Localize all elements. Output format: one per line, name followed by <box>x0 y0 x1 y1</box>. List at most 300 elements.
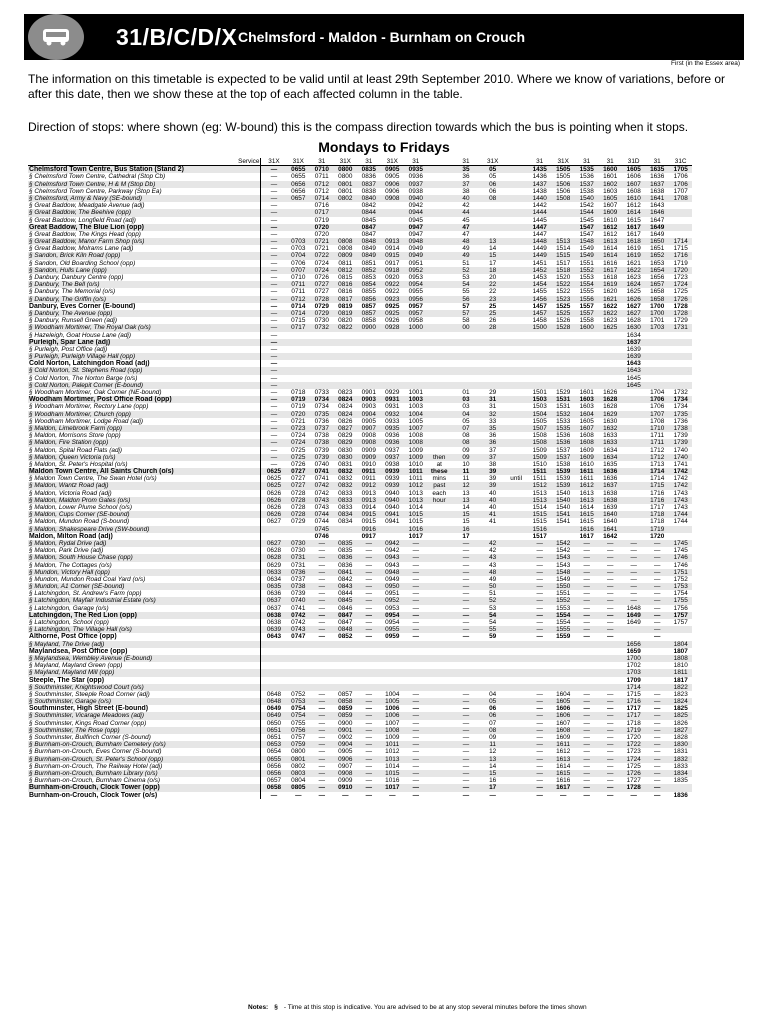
frequency-note <box>428 583 452 590</box>
departure-time: — <box>462 604 470 612</box>
departure-time: 1539 <box>556 475 571 483</box>
departure-time <box>334 332 358 339</box>
departure-time: 0743 <box>314 504 329 512</box>
departure-time: 0739 <box>314 446 329 454</box>
departure-time: 1727 <box>626 777 641 785</box>
service-number: 31 <box>528 158 552 166</box>
departure-time <box>261 677 287 684</box>
departure-time: 55 <box>462 288 470 296</box>
departure-time <box>528 332 552 339</box>
departure-time: — <box>462 748 470 756</box>
until-note <box>504 224 528 231</box>
departure-time: 0733 <box>314 389 329 397</box>
departure-time: 1623 <box>603 317 618 325</box>
departure-time: 1617 <box>622 224 646 231</box>
departure-time: 0904 <box>357 411 381 418</box>
until-note <box>504 734 528 741</box>
departure-time <box>528 669 552 676</box>
departure-time: 1638 <box>650 187 665 195</box>
departure-time: — <box>536 547 543 555</box>
timetable-row <box>28 669 740 676</box>
departure-time: — <box>318 777 325 785</box>
departure-time: 1007 <box>385 719 400 727</box>
departure-time <box>261 669 287 676</box>
departure-time: — <box>536 734 543 742</box>
departure-time <box>669 626 693 633</box>
departure-time <box>381 209 405 216</box>
departure-time <box>551 217 575 224</box>
departure-time: — <box>318 690 325 698</box>
departure-time: 42 <box>462 202 470 210</box>
departure-time <box>381 202 405 209</box>
departure-time <box>575 669 599 676</box>
departure-time <box>404 332 428 339</box>
departure-time: 1628 <box>626 317 641 325</box>
stop-name: Maylandsea, Post Office (opp) <box>29 647 128 655</box>
departure-time: — <box>261 217 287 224</box>
departure-time: 1614 <box>622 209 646 216</box>
departure-time: — <box>412 777 419 785</box>
departure-time: 0943 <box>381 554 405 561</box>
departure-time: 0834 <box>338 518 353 526</box>
departure-time: 08 <box>481 727 505 734</box>
departure-time: 0703 <box>291 245 306 253</box>
departure-time: — <box>598 554 622 561</box>
timetable-row <box>28 403 740 410</box>
departure-time: 1706 <box>650 403 665 411</box>
frequency-note <box>428 605 452 612</box>
frequency-note: these <box>428 468 452 475</box>
departure-time <box>575 360 599 367</box>
departure-time: — <box>645 784 669 791</box>
departure-time <box>481 641 505 648</box>
timetable-row <box>28 224 740 231</box>
service-number: 31 <box>598 158 622 166</box>
departure-time: 1636 <box>598 468 622 475</box>
departure-time: 0940 <box>404 195 428 202</box>
departure-time: — <box>261 332 287 339</box>
departure-time: 1609 <box>556 734 571 742</box>
departure-time: 1442 <box>532 202 547 210</box>
departure-time <box>287 669 311 676</box>
departure-time <box>381 526 405 533</box>
departure-time: — <box>365 791 372 799</box>
until-note <box>504 317 528 324</box>
departure-time: 0721 <box>291 417 306 425</box>
departure-time: 0805 <box>287 784 311 791</box>
departure-time: — <box>575 612 599 619</box>
departure-time: 1743 <box>673 504 688 512</box>
departure-time <box>551 339 575 346</box>
timetable-row <box>28 281 740 288</box>
departure-time: 0824 <box>334 396 358 403</box>
departure-time: — <box>310 712 334 719</box>
departure-time: 0753 <box>287 698 311 705</box>
departure-time: — <box>536 619 543 627</box>
departure-time: 0836 <box>334 554 358 561</box>
departure-time: 0638 <box>261 619 287 626</box>
departure-time: 1547 <box>579 230 594 238</box>
departure-time: 0935 <box>404 166 428 174</box>
departure-time: 0907 <box>357 425 381 432</box>
departure-time: 1639 <box>603 504 618 512</box>
until-note <box>504 310 528 317</box>
departure-time: 1702 <box>626 662 641 670</box>
departure-time <box>528 662 552 669</box>
frequency-note <box>428 360 452 367</box>
departure-time: 0915 <box>381 252 405 259</box>
departure-time: 45 <box>462 216 470 224</box>
departure-time: — <box>462 547 470 555</box>
departure-time: 0837 <box>357 181 381 188</box>
departure-time: 23 <box>481 296 505 303</box>
departure-time: 1628 <box>603 403 618 411</box>
departure-time: — <box>559 791 567 799</box>
timetable-row <box>28 209 740 216</box>
departure-time: — <box>645 540 669 547</box>
until-note <box>504 619 528 626</box>
departure-time: — <box>598 770 622 777</box>
departure-time: 15 <box>481 252 505 259</box>
departure-time: — <box>630 575 637 583</box>
departure-time: 0808 <box>334 238 358 245</box>
departure-time <box>334 662 358 669</box>
departure-time: — <box>528 569 552 576</box>
departure-time: — <box>310 741 334 748</box>
departure-time <box>357 641 381 648</box>
departure-time: — <box>528 784 552 791</box>
departure-time <box>575 375 599 382</box>
frequency-note <box>428 432 452 439</box>
departure-time: 0704 <box>287 252 311 259</box>
departure-time: 1615 <box>551 770 575 777</box>
departure-time: 0800 <box>291 748 306 756</box>
departure-time <box>622 468 646 475</box>
departure-time: 1723 <box>626 748 641 756</box>
departure-time: 1719 <box>622 727 646 734</box>
departure-time: 1606 <box>556 705 571 713</box>
departure-time: 1629 <box>598 411 622 418</box>
departure-time: — <box>645 626 669 633</box>
stop-name: Burnham-on-Crouch, Clock Tower (o/s) <box>29 791 158 799</box>
departure-time: 1612 <box>603 230 618 238</box>
stop-name: § Maldon, Wantz Road (adj) <box>28 482 261 489</box>
departure-time: 1010 <box>408 460 423 468</box>
departure-time <box>357 684 381 691</box>
departure-time <box>357 367 381 374</box>
until-note <box>504 712 528 719</box>
notes-text: - Time at this stop is indicative. You are advised to be at any stop several minutes before the times shown <box>283 1004 587 1011</box>
departure-time: 1541 <box>556 518 571 526</box>
timetable-row <box>28 597 740 604</box>
departure-time <box>528 641 552 648</box>
departure-time: 1836 <box>673 791 688 799</box>
departure-time: 1544 <box>575 209 599 216</box>
departure-time: 0721 <box>310 238 334 245</box>
departure-time: 1605 <box>579 417 594 425</box>
departure-time <box>334 641 358 648</box>
frequency-note: each <box>432 489 447 497</box>
departure-time: 1008 <box>408 432 423 440</box>
departure-time: — <box>365 748 372 756</box>
departure-time: 1634 <box>598 454 622 461</box>
departure-time: 0720 <box>314 230 329 238</box>
departure-time: 0841 <box>334 569 358 576</box>
departure-time <box>261 684 287 691</box>
departure-time: — <box>536 633 543 641</box>
departure-time: 0638 <box>261 612 287 619</box>
departure-time: 1513 <box>551 238 575 245</box>
service-number: 31C <box>669 158 693 166</box>
departure-time: 0903 <box>361 403 376 411</box>
departure-time <box>287 526 311 533</box>
notes-label: Notes: <box>248 1004 269 1011</box>
departure-time <box>528 339 552 346</box>
departure-time: — <box>261 382 287 389</box>
frequency-note <box>428 576 452 583</box>
departure-time: — <box>598 784 622 791</box>
until-note <box>504 792 528 799</box>
until-note <box>504 497 528 504</box>
departure-time: 0909 <box>338 777 353 785</box>
stop-name: § Sandon, Old Boarding School (opp) <box>29 259 136 267</box>
until-note <box>504 396 528 403</box>
departure-time <box>598 353 622 360</box>
departure-time: 0907 <box>338 762 353 770</box>
departure-time: 04 <box>489 690 497 698</box>
departure-time: 1708 <box>650 417 665 425</box>
departure-time: 1455 <box>532 288 547 296</box>
departure-time <box>669 375 693 382</box>
departure-time: 1728 <box>622 784 646 791</box>
departure-time: 31 <box>481 396 505 403</box>
departure-time: — <box>404 770 428 777</box>
departure-time: 0706 <box>291 259 306 267</box>
stop-name: § Maldon, Lower Plume School (o/s) <box>29 504 133 512</box>
departure-time <box>481 648 505 655</box>
departure-time: 29 <box>489 389 497 397</box>
departure-time: — <box>357 569 381 576</box>
departure-time: 1013 <box>381 756 405 763</box>
timetable-row <box>28 181 740 188</box>
departure-time: 1604 <box>556 690 571 698</box>
departure-time <box>334 202 358 209</box>
departure-time: 1713 <box>650 460 665 468</box>
departure-time: — <box>528 554 552 561</box>
departure-time: 1753 <box>669 583 693 590</box>
departure-time: 1606 <box>551 712 575 719</box>
departure-time: — <box>575 597 599 604</box>
timetable-row <box>28 195 740 202</box>
departure-time: — <box>404 712 428 719</box>
stop-name: Woodham Mortimer, Post Office Road (opp) <box>28 396 261 403</box>
departure-time: — <box>606 619 614 627</box>
departure-time: — <box>261 166 287 174</box>
until-note <box>504 562 528 569</box>
departure-time: 1826 <box>673 719 688 727</box>
timetable-row <box>28 202 740 209</box>
departure-time: — <box>583 791 590 799</box>
departure-time: 1503 <box>528 396 552 403</box>
departure-time: 1554 <box>575 281 599 288</box>
departure-time: — <box>598 597 622 604</box>
departure-time: — <box>653 690 661 698</box>
note-col-header <box>428 158 452 166</box>
departure-time: 0736 <box>287 569 311 576</box>
stop-name: § Great Baddow, Manor Farm Shop (o/s) <box>28 238 261 245</box>
departure-time <box>669 353 693 360</box>
timetable-row <box>28 576 740 583</box>
departure-time <box>669 633 693 640</box>
timetable-grid <box>28 158 740 799</box>
departure-time: 0755 <box>291 719 306 727</box>
departure-time: 1504 <box>528 411 552 418</box>
departure-time <box>598 662 622 669</box>
departure-time: 1607 <box>556 719 571 727</box>
departure-time: 1739 <box>673 432 688 440</box>
until-note <box>504 217 528 224</box>
departure-time: 1720 <box>669 267 693 274</box>
departure-time: — <box>261 353 287 360</box>
departure-time: 1656 <box>650 274 665 282</box>
departure-time <box>334 367 358 374</box>
departure-time: 54 <box>451 281 481 288</box>
departure-time <box>622 504 646 511</box>
departure-time <box>287 353 311 360</box>
departure-time: — <box>622 554 646 561</box>
operator-label: First (in the Essex area) <box>671 60 740 67</box>
departure-time: 0741 <box>310 468 334 475</box>
departure-time: 0923 <box>381 296 405 303</box>
departure-time: 1542 <box>556 547 571 555</box>
departure-time: — <box>653 633 661 641</box>
departure-time: 0737 <box>291 575 306 583</box>
departure-time: 0954 <box>385 619 400 627</box>
departure-time: — <box>310 540 334 547</box>
departure-time: 1553 <box>556 604 571 612</box>
departure-time: 0858 <box>334 698 358 705</box>
departure-time: 0628 <box>261 547 287 554</box>
departure-time: 0938 <box>408 187 423 195</box>
until-note <box>504 626 528 633</box>
timetable-row <box>28 425 740 432</box>
frequency-note <box>428 260 452 267</box>
stop-name: § Southminster, Garage (o/s) <box>28 698 261 705</box>
departure-time: — <box>598 712 622 719</box>
departure-time <box>481 202 505 209</box>
departure-time: 0731 <box>287 554 311 561</box>
departure-time: 0730 <box>287 540 311 547</box>
departure-time: 0954 <box>381 612 405 619</box>
until-note <box>504 454 528 461</box>
departure-time <box>598 669 622 676</box>
until-note <box>504 633 528 640</box>
departure-time <box>551 684 575 691</box>
departure-time: — <box>310 770 334 777</box>
departure-time: 41 <box>481 511 505 518</box>
departure-time <box>481 382 505 389</box>
departure-time: — <box>462 719 470 727</box>
frequency-note <box>428 511 452 518</box>
departure-time: 1711 <box>645 439 669 446</box>
departure-time: 0746 <box>314 532 329 540</box>
departure-time: 36 <box>462 173 470 181</box>
service-number: 31X <box>381 158 405 166</box>
departure-time: 31 <box>489 403 497 411</box>
departure-time <box>622 497 646 504</box>
departure-time: 0910 <box>334 784 358 791</box>
stop-name: § Maldon, Fire Station (opp) <box>28 439 261 446</box>
departure-time: — <box>606 705 614 713</box>
departure-time: 1710 <box>645 425 669 432</box>
departure-time: — <box>622 569 646 576</box>
departure-time: — <box>365 619 372 627</box>
stop-name: § Mundon, Victory Hall (opp) <box>28 569 261 576</box>
departure-time: 0712 <box>314 187 329 195</box>
departure-time: 0727 <box>291 475 306 483</box>
departure-time: 0940 <box>385 489 400 497</box>
departure-time: 1454 <box>528 281 552 288</box>
departure-time: — <box>318 547 325 555</box>
departure-time: 1621 <box>598 296 622 303</box>
departure-time: 0859 <box>338 705 353 713</box>
departure-time: 1449 <box>528 252 552 259</box>
departure-time: 1615 <box>626 216 641 224</box>
departure-time: — <box>451 583 481 590</box>
departure-time: 0916 <box>357 526 381 533</box>
departure-time: — <box>462 734 470 742</box>
until-note <box>504 447 528 454</box>
until-note <box>504 274 528 281</box>
departure-time: 1720 <box>650 532 665 540</box>
departure-time <box>287 332 311 339</box>
departure-time: 47 <box>451 224 481 231</box>
departure-time: 0741 <box>291 604 306 612</box>
departure-time: — <box>404 626 428 633</box>
departure-time: — <box>451 554 481 561</box>
departure-time: 0937 <box>404 181 428 188</box>
departure-time: 1613 <box>575 497 599 504</box>
departure-time: 1744 <box>673 518 688 526</box>
departure-time: 0725 <box>287 454 311 461</box>
departure-time: — <box>261 245 287 252</box>
departure-time <box>598 677 622 684</box>
timetable-row <box>28 727 740 734</box>
departure-time: 1440 <box>528 195 552 202</box>
departure-time: 0824 <box>334 411 358 418</box>
departure-time <box>287 339 311 346</box>
departure-time: — <box>606 762 614 770</box>
frequency-note <box>428 396 452 403</box>
departure-time: — <box>357 540 381 547</box>
departure-time: — <box>412 575 419 583</box>
departure-time: 1452 <box>528 267 552 274</box>
timetable-row <box>28 317 740 324</box>
departure-time: — <box>528 698 552 705</box>
departure-time <box>381 648 405 655</box>
until-note <box>504 705 528 712</box>
departure-time: — <box>536 604 543 612</box>
departure-time: 1549 <box>556 575 571 583</box>
departure-time: 1615 <box>579 518 594 526</box>
departure-time: — <box>451 612 481 619</box>
departure-time: 0830 <box>338 446 353 454</box>
departure-time: 1649 <box>645 224 669 231</box>
departure-time: — <box>653 777 661 785</box>
departure-time <box>451 655 481 662</box>
departure-time: 1445 <box>532 216 547 224</box>
departure-time: 0711 <box>287 281 311 288</box>
